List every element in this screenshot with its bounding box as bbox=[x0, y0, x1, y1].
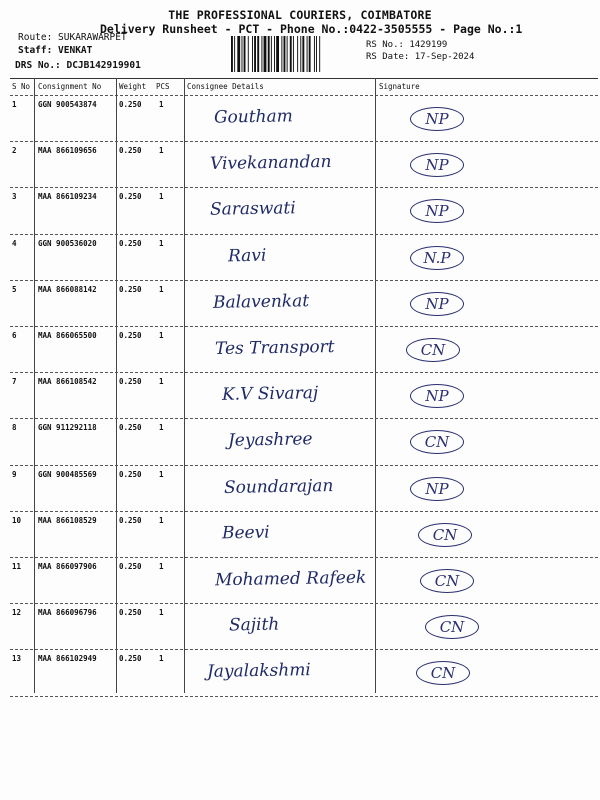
consignment-number: MAA 866109656 bbox=[38, 146, 97, 156]
serial-number: 6 bbox=[12, 331, 17, 340]
pcs-count: 1 bbox=[159, 146, 164, 156]
column-divider bbox=[184, 78, 185, 693]
row-divider bbox=[10, 372, 598, 373]
serial-number: 12 bbox=[12, 608, 22, 618]
consignee-handwritten-name: Soundarajan bbox=[223, 475, 334, 498]
pcs-count: 1 bbox=[159, 515, 164, 525]
row-divider bbox=[10, 557, 598, 558]
weight-value: 0.250 bbox=[119, 331, 142, 340]
weight-value: 0.250 bbox=[119, 562, 142, 571]
signature-stamp: NP bbox=[410, 107, 464, 131]
column-divider bbox=[34, 78, 35, 693]
signature-stamp: CN bbox=[416, 661, 470, 685]
serial-number: 3 bbox=[12, 192, 17, 202]
consignee-handwritten-name: Ravi bbox=[227, 245, 267, 266]
pcs-count: 1 bbox=[159, 469, 164, 479]
column-header-pcs: PCS bbox=[156, 82, 170, 91]
row-divider bbox=[10, 326, 598, 327]
weight-value: 0.250 bbox=[119, 423, 142, 433]
consignment-number: MAA 866102949 bbox=[38, 654, 97, 664]
runsheet-subtitle: Delivery Runsheet - PCT - Phone No.:0422-3505555 - Page No.:1 bbox=[100, 22, 523, 36]
column-divider bbox=[116, 78, 117, 693]
serial-number: 10 bbox=[12, 515, 22, 525]
weight-value: 0.250 bbox=[119, 515, 142, 525]
consignee-handwritten-name: K.V Sivaraj bbox=[221, 383, 319, 406]
row-divider bbox=[10, 511, 598, 512]
serial-number: 1 bbox=[12, 100, 17, 109]
consignment-number: MAA 866108542 bbox=[38, 377, 97, 387]
row-divider bbox=[10, 603, 598, 604]
pcs-count: 1 bbox=[159, 377, 164, 387]
weight-value: 0.250 bbox=[119, 146, 142, 156]
serial-number: 9 bbox=[12, 469, 17, 479]
signature-stamp: CN bbox=[406, 338, 460, 362]
consignment-number: MAA 866108529 bbox=[38, 515, 97, 525]
consignment-number: GGN 900543874 bbox=[38, 100, 97, 109]
column-header-consignee: Consignee Details bbox=[187, 82, 264, 91]
barcode-image bbox=[231, 36, 361, 72]
route-label: Route: SUKARAWARPET bbox=[18, 32, 127, 43]
consignee-handwritten-name: Vivekanandan bbox=[209, 152, 332, 175]
pcs-count: 1 bbox=[159, 284, 164, 294]
consignment-number: MAA 866109234 bbox=[38, 192, 97, 202]
column-header-sno: S No bbox=[12, 82, 31, 91]
weight-value: 0.250 bbox=[119, 238, 142, 248]
pcs-count: 1 bbox=[159, 608, 164, 618]
table-top-border bbox=[10, 78, 598, 79]
weight-value: 0.250 bbox=[119, 192, 142, 202]
column-header-weight: Weight bbox=[119, 82, 147, 91]
signature-stamp: NP bbox=[410, 384, 464, 408]
row-divider bbox=[10, 280, 598, 281]
row-divider bbox=[10, 649, 598, 650]
consignee-handwritten-name: Tes Transport bbox=[214, 336, 335, 360]
row-divider bbox=[10, 465, 598, 466]
consignee-handwritten-name: Sajith bbox=[228, 614, 280, 636]
signature-stamp: NP bbox=[410, 199, 464, 223]
serial-number: 7 bbox=[12, 377, 17, 387]
row-divider bbox=[10, 234, 598, 235]
row-divider bbox=[10, 141, 598, 142]
column-header-signature: Signature bbox=[379, 82, 420, 91]
consignee-handwritten-name: Mohamed Rafeek bbox=[214, 567, 367, 591]
weight-value: 0.250 bbox=[119, 654, 142, 664]
signature-stamp: CN bbox=[418, 523, 472, 547]
header-divider bbox=[10, 95, 598, 96]
signature-stamp: NP bbox=[410, 477, 464, 501]
weight-value: 0.250 bbox=[119, 284, 142, 294]
row-divider bbox=[10, 418, 598, 419]
serial-number: 8 bbox=[12, 423, 17, 433]
consignment-number: MAA 866088142 bbox=[38, 284, 97, 294]
consignment-number: GGN 900536020 bbox=[38, 238, 97, 248]
pcs-count: 1 bbox=[159, 423, 164, 433]
serial-number: 2 bbox=[12, 146, 17, 156]
consignment-number: GGN 900485569 bbox=[38, 469, 97, 479]
pcs-count: 1 bbox=[159, 100, 164, 109]
company-title: THE PROFESSIONAL COURIERS, COIMBATORE bbox=[168, 8, 432, 22]
staff-label: Staff: VENKAT bbox=[18, 45, 93, 56]
consignment-number: MAA 866096796 bbox=[38, 608, 97, 618]
drs-number: DRS No.: DCJB142919901 bbox=[15, 60, 141, 71]
weight-value: 0.250 bbox=[119, 469, 142, 479]
signature-stamp: NP bbox=[410, 153, 464, 177]
column-header-consignment: Consignment No bbox=[38, 82, 102, 91]
row-divider bbox=[10, 696, 598, 697]
column-divider bbox=[375, 78, 376, 693]
consignment-number: GGN 911292118 bbox=[38, 423, 97, 433]
weight-value: 0.250 bbox=[119, 608, 142, 618]
consignee-handwritten-name: Beevi bbox=[221, 522, 270, 544]
signature-stamp: N.P bbox=[410, 246, 464, 270]
rs-number: RS No.: 1429199 bbox=[366, 40, 448, 50]
signature-stamp: CN bbox=[410, 430, 464, 454]
signature-stamp: NP bbox=[410, 292, 464, 316]
pcs-count: 1 bbox=[159, 238, 164, 248]
serial-number: 13 bbox=[12, 654, 22, 664]
consignee-handwritten-name: Balavenkat bbox=[212, 290, 310, 313]
pcs-count: 1 bbox=[159, 192, 164, 202]
serial-number: 11 bbox=[12, 562, 22, 571]
weight-value: 0.250 bbox=[119, 100, 142, 109]
weight-value: 0.250 bbox=[119, 377, 142, 387]
serial-number: 4 bbox=[12, 238, 17, 248]
consignee-handwritten-name: Jeyashree bbox=[227, 429, 313, 452]
rs-date: RS Date: 17-Sep-2024 bbox=[366, 52, 475, 62]
pcs-count: 1 bbox=[159, 654, 164, 664]
consignment-number: MAA 866065500 bbox=[38, 331, 97, 340]
pcs-count: 1 bbox=[159, 562, 164, 571]
serial-number: 5 bbox=[12, 284, 17, 294]
row-divider bbox=[10, 187, 598, 188]
consignee-handwritten-name: Goutham bbox=[213, 106, 293, 128]
consignment-number: MAA 866097906 bbox=[38, 562, 97, 571]
pcs-count: 1 bbox=[159, 331, 164, 340]
signature-stamp: CN bbox=[420, 569, 474, 593]
consignee-handwritten-name: Saraswati bbox=[209, 198, 296, 221]
consignee-handwritten-name: Jayalakshmi bbox=[206, 660, 311, 683]
signature-stamp: CN bbox=[425, 615, 479, 639]
